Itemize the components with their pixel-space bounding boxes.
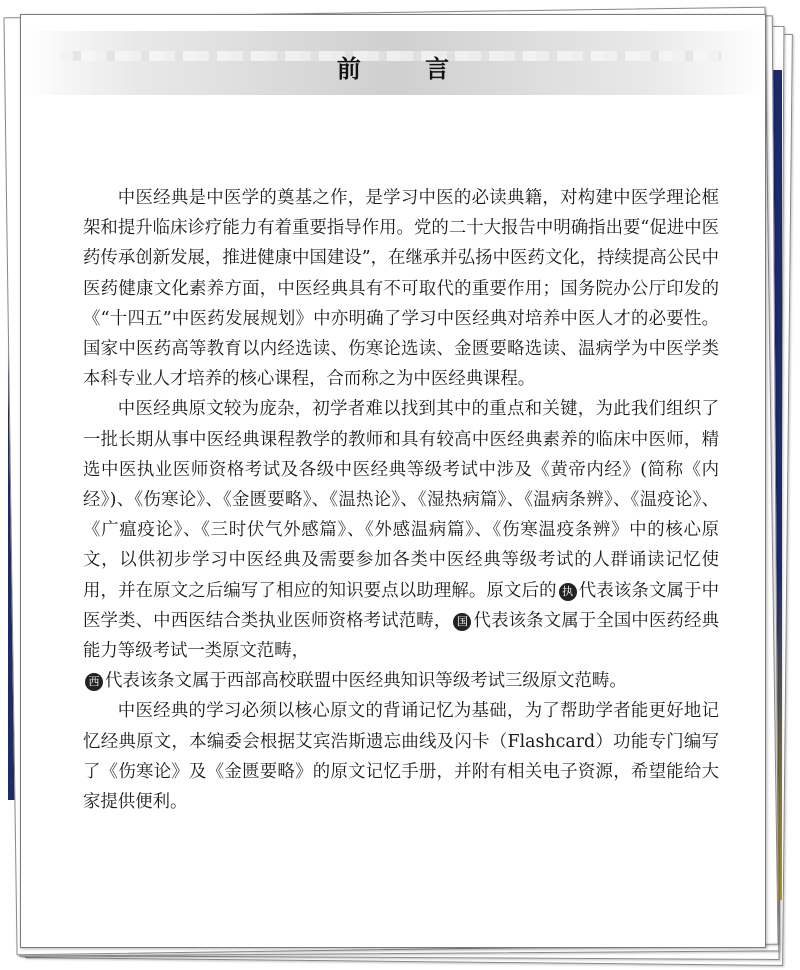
document-page <box>20 14 766 948</box>
paragraph-3: 中医经典的学习必须以核心原文的背诵记忆为基础，为了帮助学者能更好地记忆经典原文，本编委会根据艾宾浩斯遗忘曲线及闪卡（Flashcard）功能专门编写了《伤寒论》及《金匮要略》的原文记忆手册，并附有相关电子资源，希望能给大家提供便利。 <box>83 701 719 813</box>
paragraph-2-part-b: 代表该条文属于中医学类、中西医结合类执业医师资格考试范畴， <box>83 580 719 631</box>
paragraph-2-part-a: 中医经典原文较为庞杂，初学者难以找到其中的重点和关键，为此我们组织了一批长期从事中医经典课程教学的教师和具有较高中医经典素养的临床中医师，精选中医执业医师资格考试及各级中医经典等级考试中涉及《黄帝内经》(简称《内经》)、《伤寒论》、《金匮要略》、《温热论》、《湿热病篇》、《温病条辨》、《温疫论》、《广瘟疫论》、《三时伏气外感篇》、《外感温病篇》、《伤寒温疫条辨》中的核心原文，以供初步学习中医经典及需要参加各类中医经典等级考试的人群诵读记忆使用，并在原文之后编写了相应的知识要点以助理解。原文后的 <box>83 399 719 601</box>
paragraph-1: 中医经典是中医学的奠基之作，是学习中医的必读典籍，对构建中医学理论框架和提升临床诊疗能力有着重要指导作用。党的二十大报告中明确指出要“促进中医药传承创新发展，推进健康中国建设”，在继承并弘扬中医药文化，持续提高公民中医药健康文化素养方面，中医经典具有不可取代的重要作用；国务院办公厅印发的《“十四五”中医药发展规划》中亦明确了学习中医经典对培养中医人才的必要性。国家中医药高等教育以内经选读、伤寒论选读、金匮要略选读、温病学为中医学类本科专业人才培养的核心课程，合而称之为中医经典课程。 <box>83 188 719 390</box>
preface-body <box>83 183 719 817</box>
paragraph-2-part-d: 代表该条文属于西部高校联盟中医经典知识等级考试三级原文范畴。 <box>105 671 627 692</box>
page-title: 前 言 <box>336 55 478 83</box>
guo-circle-mark: 国 <box>453 613 471 631</box>
paragraph-2 <box>83 394 719 696</box>
zhi-circle-mark: 执 <box>559 583 577 601</box>
xi-circle-mark: 西 <box>85 673 103 691</box>
paragraph-2-part-c: 代表该条文属于全国中医药经典能力等级考试一类原文范畴， <box>83 610 719 662</box>
